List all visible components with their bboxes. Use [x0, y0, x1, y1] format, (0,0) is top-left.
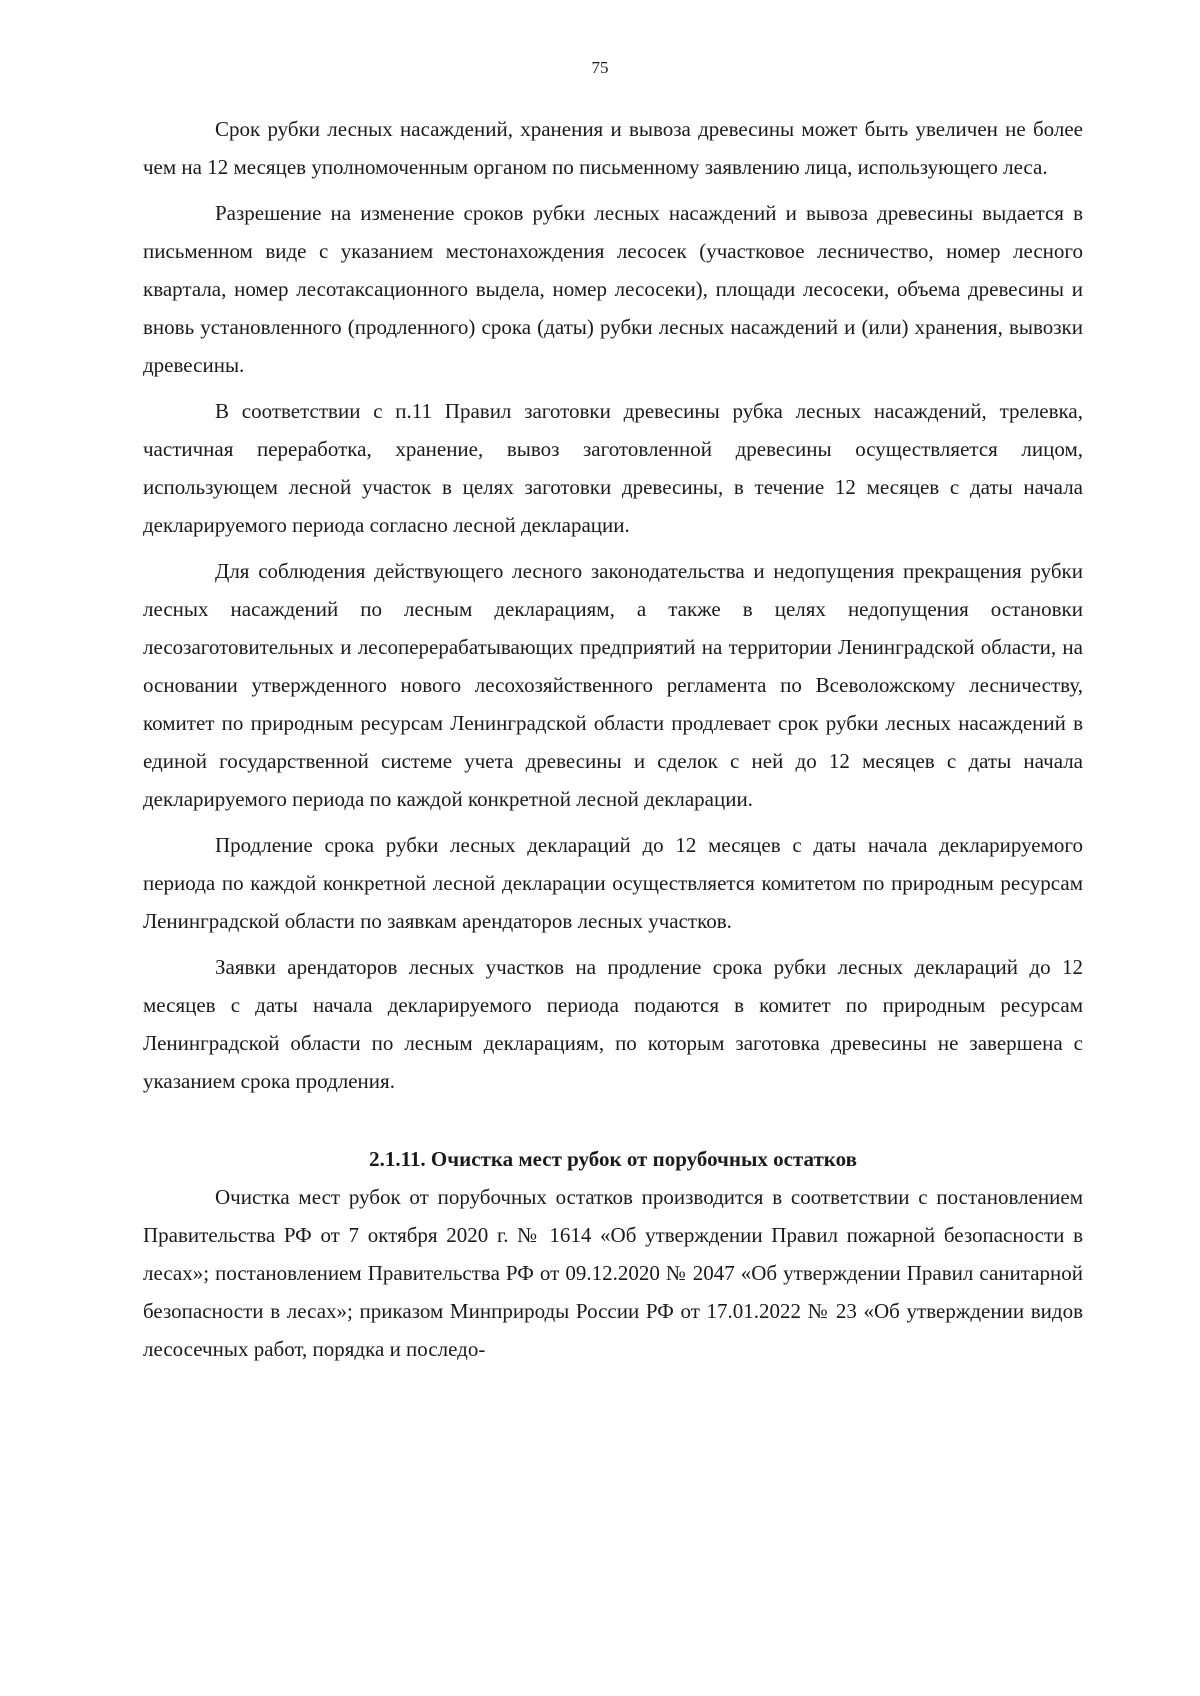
paragraph-extension-term: Срок рубки лесных насаждений, хранения и вывоза древесины может быть увеличен не более чем на 12 месяцев уполномоченным органом по письменному заявлению лица, использующего леса.	[143, 117, 1083, 179]
paragraph-cleanup: Очистка мест рубок от порубочных остатков производится в соответствии с постановлением Правительства РФ от 7 октября 2020 г. № 1614 «Об утверждении Правил пожарной безопасности в лесах»; постановлением Правительства РФ от 09.12.2020 № 2047 «Об утверждении Правил санитарной безопасности в лесах»; приказом Минприроды России РФ от 17.01.2022 № 23 «Об утверждении видов лесосечных работ, порядка и последо-	[143, 1185, 1083, 1361]
page-number: 75	[591, 58, 609, 77]
paragraph-extension-committee: Продление срока рубки лесных деклараций до 12 месяцев с даты начала декларируемого периода по каждой конкретной лесной декларации осуществляется комитетом по природным ресурсам Ленинградской области по заявкам арендаторов лесных участков.	[143, 833, 1083, 933]
paragraph-tenant-requests: Заявки арендаторов лесных участков на продление срока рубки лесных деклараций до 12 месяцев с даты начала декларируемого периода подаются в комитет по природным ресурсам Ленинградской области по лесным декларациям, по которым заготовка древесины не завершена с указанием срока продления.	[143, 955, 1083, 1093]
paragraph-permission-change: Разрешение на изменение сроков рубки лесных насаждений и вывоза древесины выдается в письменном виде с указанием местонахождения лесосек (участковое лесничество, номер лесного квартала, номер лесотаксационного выдела, номер лесосеки), площади лесосеки, объема древесины и вновь установленного (продленного) срока (даты) рубки лесных насаждений и (или) хранения, вывозки древесины.	[143, 201, 1083, 377]
document-body	[143, 110, 1083, 1376]
section-heading: 2.1.11. Очистка мест рубок от порубочных остатков	[369, 1147, 857, 1171]
paragraph-rules-p11: В соответствии с п.11 Правил заготовки древесины рубка лесных насаждений, трелевка, частичная переработка, хранение, вывоз заготовленной древесины осуществляется лицом, использующем лесной участок в целях заготовки древесины, в течение 12 месяцев с даты начала декларируемого периода согласно лесной декларации.	[143, 399, 1083, 537]
paragraph-compliance: Для соблюдения действующего лесного законодательства и недопущения прекращения рубки лесных насаждений по лесным декларациям, а также в целях недопущения остановки лесозаготовительных и лесоперерабатывающих предприятий на территории Ленинградской области, на основании утвержденного нового лесохозяйственного регламента по Всеволожскому лесничеству, комитет по природным ресурсам Ленинградской области продлевает срок рубки лесных насаждений в единой государственной системе учета древесины и сделок с ней до 12 месяцев с даты начала декларируемого периода по каждой конкретной лесной декларации.	[143, 559, 1083, 811]
